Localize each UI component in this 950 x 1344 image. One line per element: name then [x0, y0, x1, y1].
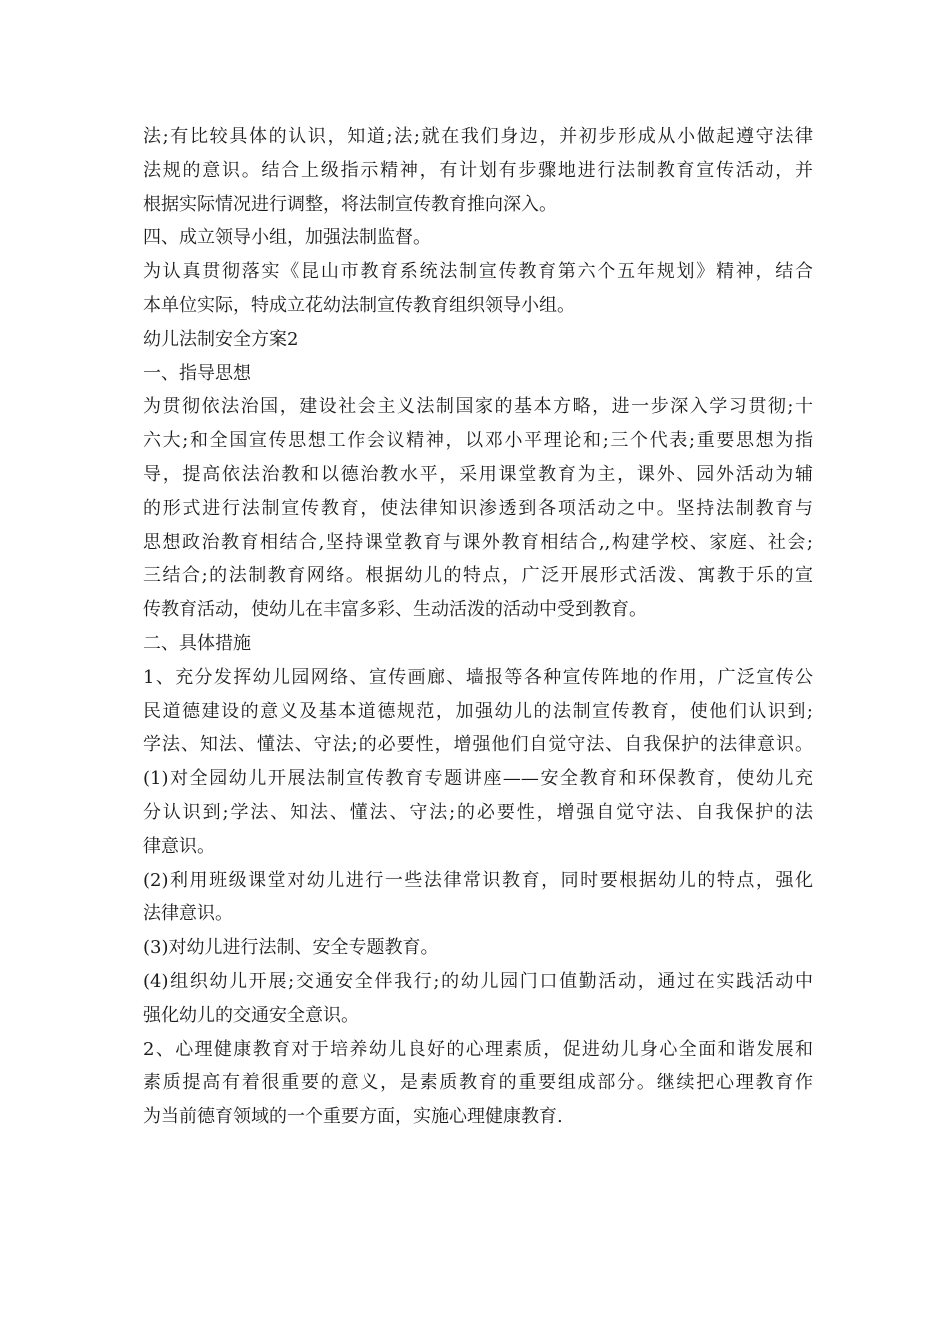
document-body	[143, 120, 813, 1134]
text-line: 根据实际情况进行调整，将法制宣传教育推向深入。	[143, 193, 557, 215]
text-line: 思想政治教育相结合,坚持课堂教育与课外教育相结合,,构建学校、家庭、社会;	[143, 531, 813, 553]
text-line: 二、具体措施	[143, 632, 251, 654]
text-line: 1、充分发挥幼儿园网络、宣传画廊、墙报等各种宣传阵地的作用，广泛宣传公	[143, 666, 813, 688]
text-line: (4)组织幼儿开展;交通安全伴我行;的幼儿园门口值勤活动，通过在实践活动中	[143, 970, 813, 992]
text-line: 学法、知法、懂法、守法;的必要性，增强他们自觉守法、自我保护的法律意识。	[143, 734, 813, 756]
text-line: 素质提高有着很重要的意义，是素质教育的重要组成部分。继续把心理教育作	[143, 1072, 813, 1094]
text-line: 律意识。	[143, 835, 215, 857]
text-line: 为当前德育领域的一个重要方面，实施心理健康教育.	[143, 1106, 563, 1128]
text-line: 幼儿法制安全方案2	[143, 328, 299, 350]
text-line: 民道德建设的意义及基本道德规范，加强幼儿的法制宣传教育，使他们认识到;	[143, 700, 813, 722]
text-line: 为认真贯彻落实《昆山市教育系统法制宣传教育第六个五年规划》精神，结合	[143, 261, 813, 283]
text-line: 六大;和全国宣传思想工作会议精神，以邓小平理论和;三个代表;重要思想为指	[143, 430, 813, 452]
text-line: 强化幼儿的交通安全意识。	[143, 1004, 359, 1026]
text-line: 的形式进行法制宣传教育，使法律知识渗透到各项活动之中。坚持法制教育与	[143, 497, 813, 519]
text-line: 2、心理健康教育对于培养幼儿良好的心理素质，促进幼儿身心全面和谐发展和	[143, 1038, 813, 1060]
text-line: 本单位实际，特成立花幼法制宣传教育组织领导小组。	[143, 294, 575, 316]
text-line: 一、指导思想	[143, 362, 251, 384]
text-line: 分认识到;学法、知法、懂法、守法;的必要性，增强自觉守法、自我保护的法	[143, 801, 813, 823]
text-line: 三结合;的法制教育网络。根据幼儿的特点，广泛开展形式活泼、寓教于乐的宣	[143, 565, 813, 587]
text-line: (1)对全园幼儿开展法制宣传教育专题讲座——安全教育和环保教育，使幼儿充	[143, 768, 813, 790]
text-line: 为贯彻依法治国，建设社会主义法制国家的基本方略，进一步深入学习贯彻;十	[143, 396, 813, 418]
text-line: (3)对幼儿进行法制、安全专题教育。	[143, 937, 439, 959]
text-line: 四、成立领导小组，加强法制监督。	[143, 227, 431, 249]
text-line: 导，提高依法治教和以德治教水平，采用课堂教育为主，课外、园外活动为辅	[143, 463, 813, 485]
text-line: 法规的意识。结合上级指示精神，有计划有步骤地进行法制教育宣传活动，并	[143, 159, 813, 181]
text-line: (2)利用班级课堂对幼儿进行一些法律常识教育，同时要根据幼儿的特点，强化	[143, 869, 813, 891]
text-line: 传教育活动，使幼儿在丰富多彩、生动活泼的活动中受到教育。	[143, 599, 647, 621]
text-line: 法律意识。	[143, 903, 233, 925]
text-line: 法;有比较具体的认识，知道;法;就在我们身边，并初步形成从小做起遵守法律	[143, 126, 813, 147]
